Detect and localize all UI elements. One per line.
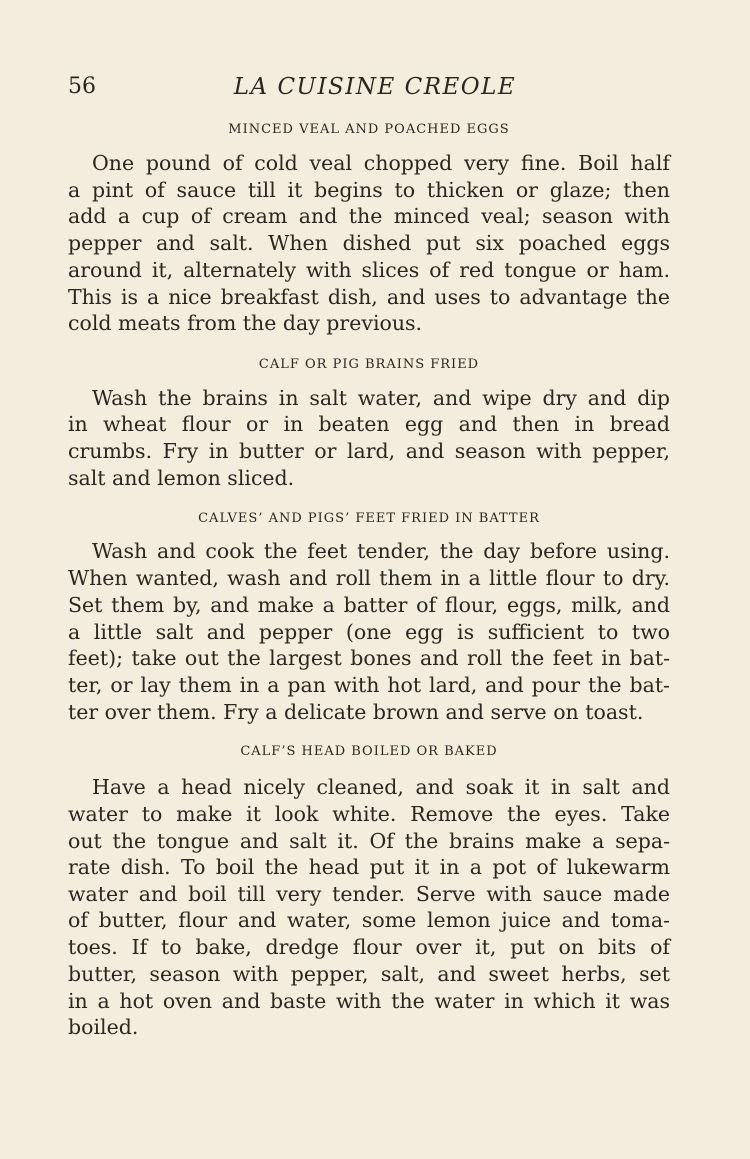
text-line: Wash and cook the feet tender, the day before using. xyxy=(92,539,670,563)
text-line: water and boil till very tender. Serve with sauce made xyxy=(68,882,670,906)
running-title: LA CUISINE CREOLE xyxy=(233,74,517,100)
text-line: around it, alternately with slices of red tongue or ham. xyxy=(68,258,670,282)
page-number: 56 xyxy=(68,74,96,99)
text-line: This is a nice breakfast dish, and uses to advantage the xyxy=(68,285,670,309)
text-line: Set them by, and make a batter of flour, eggs, milk, and xyxy=(68,593,670,617)
section-heading: CALVES’ AND PIGS’ FEET FRIED IN BATTER xyxy=(198,511,540,526)
text-line: add a cup of cream and the minced veal; season with xyxy=(68,204,670,228)
text-line: ter over them. Fry a delicate brown and serve on toast. xyxy=(68,700,644,724)
text-line: Have a head nicely cleaned, and soak it in salt and xyxy=(92,775,670,799)
text-line: water to make it look white. Remove the eyes. Take xyxy=(68,802,670,826)
text-line: boiled. xyxy=(68,1015,139,1039)
section-heading: CALF’S HEAD BOILED OR BAKED xyxy=(240,744,498,759)
text-line: a little salt and pepper (one egg is sufficient to two xyxy=(68,620,670,644)
text-line: toes. If to bake, dredge flour over it, put on bits of xyxy=(68,935,670,959)
text-line: of butter, flour and water, some lemon juice and toma- xyxy=(68,908,670,932)
text-line: crumbs. Fry in butter or lard, and season with pepper, xyxy=(68,439,670,463)
section-heading: MINCED VEAL AND POACHED EGGS xyxy=(228,122,510,137)
text-line: ter, or lay them in a pan with hot lard, and pour the bat- xyxy=(68,673,670,697)
text-line: One pound of cold veal chopped very fine. Boil half xyxy=(92,151,670,175)
text-line: pepper and salt. When dished put six poached eggs xyxy=(68,231,670,255)
text-line: feet); take out the largest bones and roll the feet in bat- xyxy=(68,646,670,670)
text-line: Wash the brains in salt water, and wipe dry and dip xyxy=(92,386,670,410)
text-line: cold meats from the day previous. xyxy=(68,311,423,335)
text-line: rate dish. To boil the head put it in a pot of lukewarm xyxy=(68,855,670,879)
text-line: in wheat flour or in beaten egg and then in bread xyxy=(68,412,670,436)
text-line: in a hot oven and baste with the water in which it was xyxy=(68,989,670,1013)
section-heading: CALF OR PIG BRAINS FRIED xyxy=(258,357,480,372)
text-line: out the tongue and salt it. Of the brains make a sepa- xyxy=(68,829,670,853)
text-line: salt and lemon sliced. xyxy=(68,466,295,490)
text-line: a pint of sauce till it begins to thicken or glaze; then xyxy=(68,178,670,202)
text-line: butter, season with pepper, salt, and sweet herbs, set xyxy=(68,962,670,986)
text-line: When wanted, wash and roll them in a little flour to dry. xyxy=(68,566,670,590)
